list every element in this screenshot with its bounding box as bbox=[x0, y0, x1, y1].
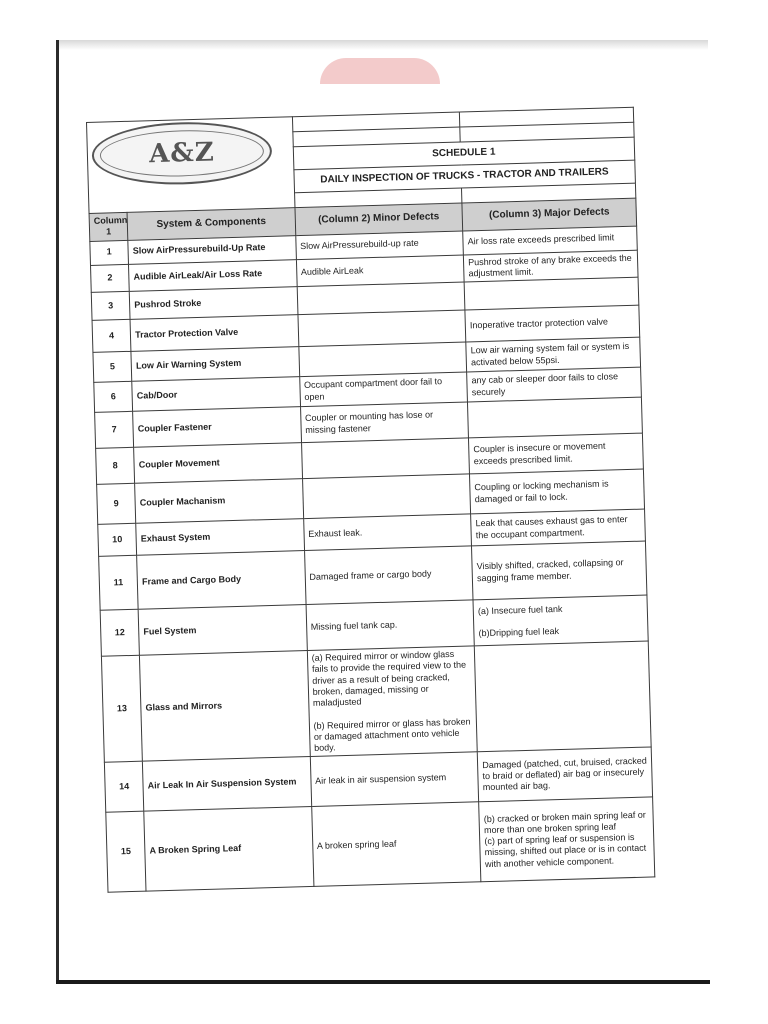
row-number: 8 bbox=[96, 447, 135, 484]
paper-edge-bottom bbox=[56, 980, 710, 984]
row-minor-defect: Damaged frame or cargo body bbox=[304, 546, 473, 605]
table-row bbox=[106, 797, 655, 892]
row-major-defect: Coupler is insecure or movement exceeds prescribed limit. bbox=[469, 433, 644, 474]
row-number: 3 bbox=[91, 291, 130, 320]
row-system: Fuel System bbox=[138, 605, 307, 656]
row-number: 6 bbox=[94, 381, 133, 412]
inspection-table bbox=[86, 107, 655, 893]
row-system: Frame and Cargo Body bbox=[137, 551, 306, 610]
page-shadow bbox=[58, 40, 708, 50]
row-major-defect: Pushrod stroke of any brake exceeds the adjustment limit. bbox=[463, 250, 638, 282]
row-system: Pushrod Stroke bbox=[129, 287, 297, 320]
row-number: 12 bbox=[100, 609, 139, 656]
document-title: DAILY INSPECTION OF TRUCKS - TRACTOR AND TRAILERS bbox=[294, 160, 636, 193]
row-minor-defect: Missing fuel tank cap. bbox=[306, 600, 475, 651]
row-minor-defect bbox=[298, 342, 466, 377]
row-system: Coupler Movement bbox=[134, 443, 302, 484]
row-number: 9 bbox=[97, 483, 136, 524]
row-system: Coupler Machanism bbox=[135, 479, 304, 524]
row-major-defect: (a) Insecure fuel tank (b)Dripping fuel leak bbox=[473, 595, 648, 646]
row-number: 1 bbox=[90, 240, 129, 265]
row-major-defect: any cab or sleeper door fails to close securely bbox=[467, 367, 642, 402]
header-system: System & Components bbox=[127, 208, 295, 240]
schedule-label: SCHEDULE 1 bbox=[293, 137, 635, 170]
school-logo bbox=[91, 120, 273, 187]
row-number: 4 bbox=[92, 319, 131, 352]
row-major-defect bbox=[468, 397, 643, 438]
row-system: Audible AirLeak/Air Loss Rate bbox=[129, 259, 297, 291]
row-system: Tractor Protection Valve bbox=[130, 315, 298, 352]
row-major-defect: Low air warning system fail or system is activated below 55psi. bbox=[466, 337, 641, 372]
table-row bbox=[101, 641, 651, 762]
row-minor-defect: (a) Required mirror or window glass fails to provide the required view to the driver as a result of being cracked, broken, damaged, missing or maladjusted (b) Required mirror or glass has broken or damaged attachment onto vehicle body. bbox=[307, 646, 477, 757]
row-number: 7 bbox=[95, 411, 134, 448]
row-number: 13 bbox=[101, 655, 142, 762]
row-system: Air Leak In Air Suspension System bbox=[143, 757, 312, 812]
row-system: Cab/Door bbox=[132, 377, 300, 412]
row-minor-defect: Audible AirLeak bbox=[296, 255, 464, 287]
row-minor-defect: Coupler or mounting has lose or missing fastener bbox=[300, 402, 468, 443]
row-number: 15 bbox=[106, 811, 146, 892]
logo-cell bbox=[87, 117, 295, 214]
row-major-defect: Visibly shifted, cracked, collapsing or sagging frame member. bbox=[472, 541, 647, 600]
header-minor: (Column 2) Minor Defects bbox=[295, 203, 463, 235]
paper-edge-left bbox=[56, 40, 59, 984]
row-number: 2 bbox=[90, 264, 129, 293]
row-major-defect: Leak that causes exhaust gas to enter the occupant compartment. bbox=[471, 509, 646, 546]
row-number: 11 bbox=[99, 555, 139, 610]
row-number: 5 bbox=[93, 351, 132, 382]
row-major-defect bbox=[474, 641, 651, 752]
logo-letters: A&Z bbox=[148, 137, 216, 169]
row-minor-defect: Occupant compartment door fail to open bbox=[299, 372, 467, 407]
header-major: (Column 3) Major Defects bbox=[462, 198, 637, 230]
row-system: Glass and Mirrors bbox=[140, 651, 310, 762]
row-minor-defect: A broken spring leaf bbox=[311, 802, 481, 887]
row-number: 14 bbox=[104, 761, 144, 812]
row-major-defect: Inoperative tractor protection valve bbox=[465, 305, 640, 342]
row-number: 10 bbox=[98, 523, 137, 556]
row-system: Coupler Fastener bbox=[133, 407, 301, 448]
row-major-defect: Air loss rate exceeds prescribed limit bbox=[463, 226, 637, 255]
row-major-defect: Damaged (patched, cut, bruised, cracked to braid or deflated) air bag or insecurely mounted air bag. bbox=[477, 747, 652, 802]
row-minor-defect bbox=[302, 474, 471, 519]
row-system: Slow AirPressurebuild-Up Rate bbox=[128, 235, 296, 264]
row-system: A Broken Spring Leaf bbox=[144, 807, 314, 892]
header-column-number: Column 1 bbox=[89, 212, 128, 241]
inspection-sheet bbox=[86, 107, 655, 893]
row-minor-defect bbox=[298, 310, 466, 347]
row-major-defect: (b) cracked or broken main spring leaf or more than one broken spring leaf (c) part of spring leaf or suspension is missing, shifted out place or is in contact with another vehicle component. bbox=[479, 797, 655, 882]
row-minor-defect: Air leak in air suspension system bbox=[310, 752, 479, 807]
row-system: Low Air Warning System bbox=[131, 347, 299, 382]
row-system: Exhaust System bbox=[136, 519, 304, 556]
bleed-through-stamp bbox=[320, 58, 440, 84]
row-major-defect: Coupling or locking mechanism is damaged or fail to lock. bbox=[470, 469, 645, 514]
row-minor-defect bbox=[301, 438, 469, 479]
row-minor-defect: Slow AirPressurebuild-up rate bbox=[295, 231, 463, 260]
row-minor-defect: Exhaust leak. bbox=[303, 514, 471, 551]
